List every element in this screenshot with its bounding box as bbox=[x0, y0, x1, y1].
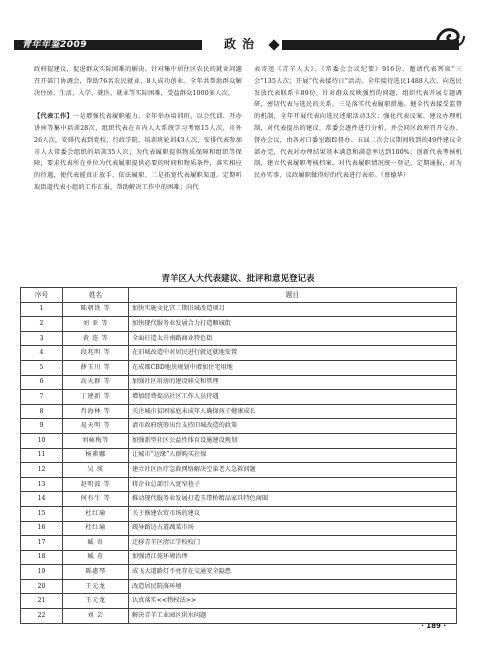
row-topic: 让城市“边缘”人群购买社保 bbox=[129, 448, 457, 463]
row-delegate-name: 肖海林 等 bbox=[63, 404, 129, 419]
right-column bbox=[254, 64, 462, 182]
row-topic: 加强新型社区公益性体育设施建设规划 bbox=[129, 433, 457, 448]
row-topic: 加强清江苑环境治理 bbox=[129, 550, 457, 565]
table-row bbox=[21, 521, 457, 536]
row-index: 13 bbox=[21, 477, 63, 492]
paragraph-lead-label: 【代表工作】 bbox=[34, 113, 74, 121]
row-delegate-name: 何有生 等 bbox=[63, 492, 129, 507]
row-delegate-name: 丁建新 等 bbox=[63, 390, 129, 405]
suggestion-table bbox=[20, 287, 457, 624]
table-row bbox=[21, 346, 457, 361]
table-row bbox=[21, 390, 457, 405]
row-index: 5 bbox=[21, 360, 63, 375]
table-row bbox=[21, 565, 457, 580]
table-row bbox=[21, 579, 457, 594]
table-row bbox=[21, 492, 457, 507]
table-row bbox=[21, 419, 457, 434]
row-topic: 将企业总部引入宽窄巷子 bbox=[129, 477, 457, 492]
suggestion-table-section bbox=[20, 272, 456, 624]
row-delegate-name: 陈朝铁 等 bbox=[63, 302, 129, 317]
table-row bbox=[21, 463, 457, 478]
row-index: 4 bbox=[21, 346, 63, 361]
paragraph-delegates bbox=[34, 111, 242, 194]
row-index: 22 bbox=[21, 609, 63, 624]
table-row bbox=[21, 448, 457, 463]
row-topic: 增加经费提高社区工作人员待遇 bbox=[129, 390, 457, 405]
row-delegate-name: 易天明 等 bbox=[63, 419, 129, 434]
left-column bbox=[34, 64, 242, 194]
row-topic: 认真落实<<物权法>> bbox=[129, 594, 457, 609]
table-title: 青羊区人大代表建议、批评和意见登记表 bbox=[161, 274, 315, 284]
table-body bbox=[21, 302, 457, 623]
row-delegate-name: 段兆明 等 bbox=[63, 346, 129, 361]
magazine-year-title: 青年年鉴2009 bbox=[22, 40, 88, 50]
row-topic: 加快实施文化宫二期旧城改造项目 bbox=[129, 302, 457, 317]
row-topic: 在旧城改造中对居民进行就近就地安置 bbox=[129, 346, 457, 361]
row-index: 11 bbox=[21, 448, 63, 463]
paragraph-delegates-text: 一是增强代表履职能力。全年举办培训班，以会代训、开办讲座等集中培训28次，组织代表在市内人大系统学习考察15人次、市外26人次，安排代表到党校、行政学院、培训班轮训43人次，安排代表参加市人大常委会组织的培训35人次；为代表履职提供物质保障和组织等保障，要求代表所在单位为代表履职提供必要的时间和物质条件，落实相应的待遇，使代表能真正放手、依法履职。二是拓宽代表履职渠道。定期听取街道代表小组的工作汇报，帮助解决工作中的困难；向代 bbox=[34, 113, 242, 191]
row-index: 21 bbox=[21, 594, 63, 609]
table-row bbox=[21, 331, 457, 346]
header-topic: 题目 bbox=[129, 288, 457, 303]
row-topic: 建立社区医疗急救网络解决空巢老人急救问题 bbox=[129, 463, 457, 478]
row-delegate-name: 薛玉川 等 bbox=[63, 360, 129, 375]
row-topic: 关于修建农贸市场的建议 bbox=[129, 506, 457, 521]
row-delegate-name: 陈惠琴 bbox=[63, 565, 129, 580]
row-topic: 全面打造太升南路商业特色街 bbox=[129, 331, 457, 346]
row-index: 2 bbox=[21, 317, 63, 332]
row-index: 12 bbox=[21, 463, 63, 478]
row-index: 20 bbox=[21, 579, 63, 594]
row-topic: 改造居民院落环境 bbox=[129, 579, 457, 594]
table-row bbox=[21, 317, 457, 332]
page-header bbox=[0, 0, 480, 58]
row-delegate-name: 王元龙 bbox=[63, 594, 129, 609]
row-index: 1 bbox=[21, 302, 63, 317]
row-topic: 解决青羊工业园区供水问题 bbox=[129, 609, 457, 624]
table-row bbox=[21, 360, 457, 375]
row-index: 6 bbox=[21, 375, 63, 390]
row-index: 14 bbox=[21, 492, 63, 507]
row-topic: 加强社区用房的建设移交和管理 bbox=[129, 375, 457, 390]
row-topic: 在成都CBD地块规划中增加住宅用地 bbox=[129, 360, 457, 375]
row-topic: 疏导路边占道蔬菜市场 bbox=[129, 521, 457, 536]
table-row bbox=[21, 506, 457, 521]
table-header-row bbox=[21, 288, 457, 303]
row-index: 10 bbox=[21, 433, 63, 448]
table-row bbox=[21, 550, 457, 565]
row-index: 16 bbox=[21, 521, 63, 536]
row-delegate-name: 吴 瑛 bbox=[63, 463, 129, 478]
row-index: 19 bbox=[21, 565, 63, 580]
table-row bbox=[21, 375, 457, 390]
paragraph-service: 政府提建议，促进群众实际困难的解决。针对集中居住区农民的就业问题召开部门协调会，帮助76名农民就业，8人成功创业。全年共帮助群众解决住房、生活、入学、就医、就业等实际困难，受益群众1000多人次。 bbox=[34, 66, 242, 97]
row-index: 8 bbox=[21, 404, 63, 419]
table-row bbox=[21, 536, 457, 551]
row-topic: 成飞大道路灯不亮存在交通安全隐患 bbox=[129, 565, 457, 580]
row-delegate-name: 杜红瑜 bbox=[63, 506, 129, 521]
row-topic: 迁移青羊区清江学校校门 bbox=[129, 536, 457, 551]
row-delegate-name: 黄 连 等 bbox=[63, 331, 129, 346]
row-delegate-name: 赵明波 等 bbox=[63, 477, 129, 492]
row-topic: 加快现代服务业发展合力打造顺城街 bbox=[129, 317, 457, 332]
table-row bbox=[21, 302, 457, 317]
row-index: 15 bbox=[21, 506, 63, 521]
section-title: 政治 bbox=[202, 36, 282, 52]
row-index: 7 bbox=[21, 390, 63, 405]
row-delegate-name: 臧 奇 bbox=[63, 536, 129, 551]
table-row bbox=[21, 609, 457, 624]
row-delegate-name: 杜红瑜 bbox=[63, 521, 129, 536]
row-delegate-name: 刘咏梅等 bbox=[63, 433, 129, 448]
swirl-logo-icon bbox=[434, 24, 466, 50]
header-name: 姓名 bbox=[63, 288, 129, 303]
row-index: 9 bbox=[21, 419, 63, 434]
row-topic: 推动现代服务业发展打造玉带桥精品家具特色商圈 bbox=[129, 492, 457, 507]
row-index: 18 bbox=[21, 550, 63, 565]
table-row bbox=[21, 433, 457, 448]
table-row bbox=[21, 404, 457, 419]
row-delegate-name: 王元龙 bbox=[63, 579, 129, 594]
row-index: 3 bbox=[21, 331, 63, 346]
row-topic: 请市政府统筹出台支持旧城改造的政策 bbox=[129, 419, 457, 434]
row-delegate-name: 刘 亚 等 bbox=[63, 317, 129, 332]
row-delegate-name: 臧 奇 bbox=[63, 550, 129, 565]
row-topic: 关注城市贫困家庭未成年人确保孩子健康成长 bbox=[129, 404, 457, 419]
row-index: 17 bbox=[21, 536, 63, 551]
row-delegate-name: 高天群 等 bbox=[63, 375, 129, 390]
page-number: · 189 · bbox=[421, 622, 446, 630]
row-delegate-name: 杨素娜 bbox=[63, 448, 129, 463]
paragraph-continued: 表寄送《青羊人大》、《常委会会议纪要》916份，邀请代表列席“三会”135人次；开展“代表接待日”活动，全年接待选民1488人次，向选民发放代表联系卡89份，针对群众反映强烈的问题，组织代表开展专题调研，密切代表与选民的关系。三是落实代表履职措施。健全代表接受监督的机制，全年开展代表向选民述职活动3次；强化代表议案、建议办理机制，对代表提出的建议，常委会逐件进行分析，并会同区政府召开交办、督办会议，由各对口委室跟踪督办。五届二次会议期间收到的49件建议全部办完，代表对办理结果基本满意和满意率达到100%；创新代表考核机制，建立代表履职考核档案，对代表履职情况统一登记，定期通报，对为民办实事、议政履职做得好的代表进行表彰。（蔡德华） bbox=[254, 66, 462, 180]
row-delegate-name: 刘 芸 bbox=[63, 609, 129, 624]
header-index: 序号 bbox=[21, 288, 63, 303]
table-row bbox=[21, 477, 457, 492]
table-row bbox=[21, 594, 457, 609]
